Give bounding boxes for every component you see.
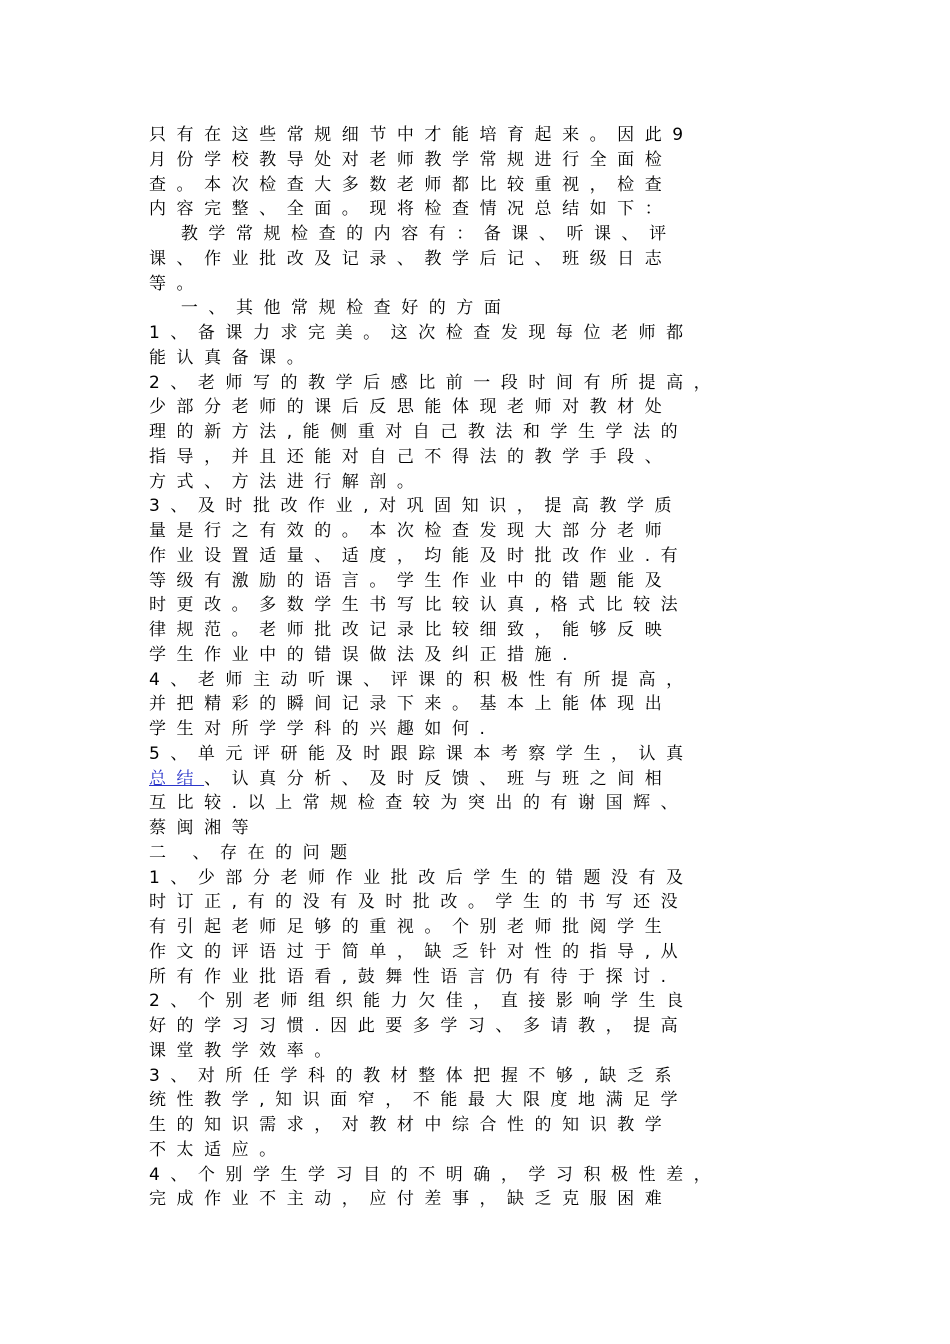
text-line	[149, 767, 819, 792]
text-line	[149, 420, 819, 445]
line-text: 作业设置适量、适度，均能及时批改作业.有	[149, 545, 689, 566]
line-text: 不太适应。	[149, 1139, 287, 1160]
text-line	[149, 668, 819, 693]
line-text: 并把精彩的瞬间记录下来。基本上能体现出	[149, 694, 673, 715]
text-line	[149, 692, 819, 717]
line-text: 互比较.以上常规检查较为突出的有谢国辉、	[149, 793, 689, 814]
text-line	[149, 742, 819, 767]
line-text: 4、老师主动听课、评课的积极性有所提高，	[149, 669, 694, 690]
line-text: 月份学校教导处对老师教学常规进行全面检	[149, 149, 673, 170]
summary-link[interactable]: 总结	[149, 768, 205, 789]
document-body	[149, 123, 819, 1212]
text-line	[149, 519, 819, 544]
text-line	[149, 1113, 819, 1138]
line-text: 完成作业不主动，应付差事，缺乏克服困难	[149, 1189, 673, 1210]
text-line	[149, 643, 819, 668]
text-line	[149, 395, 819, 420]
text-line	[149, 148, 819, 173]
line-text: 律规范。老师批改记录比较细致，能够反映	[149, 620, 673, 640]
text-line	[149, 618, 819, 643]
line-text: 课堂教学效率。	[149, 1040, 342, 1061]
line-text: 学生对所学学科的兴趣如何.	[149, 719, 496, 739]
line-text: 3、对所任学科的教材整体把握不够,缺乏系	[149, 1065, 683, 1086]
line-text: 、认真分析、及时反馈、班与班之间相	[204, 768, 673, 789]
line-text: 时更改。多数学生书写比较认真,格式比较法	[149, 595, 689, 616]
text-line	[149, 890, 819, 915]
line-text: 3、及时批改作业,对巩固知识，提高教学质	[149, 496, 683, 517]
text-line	[149, 371, 819, 396]
line-text: 时订正,有的没有及时批改。学生的书写还没	[149, 892, 689, 913]
line-text: 量是行之有效的。本次检查发现大部分老师	[149, 521, 673, 541]
text-line	[149, 272, 819, 297]
text-line	[149, 816, 819, 841]
line-text: 2、老师写的教学后感比前一段时间有所提高，	[149, 372, 722, 393]
line-text: 只有在这些常规细节中才能培育起来。因此9	[149, 125, 694, 145]
line-text: 有引起老师足够的重视。个别老师批阅学生	[149, 917, 673, 937]
text-line	[149, 841, 819, 866]
text-line	[149, 494, 819, 519]
line-text: 作文的评语过于简单，缺乏针对性的指导,从	[149, 941, 689, 962]
line-text: 统性教学,知识面窄，不能最大限度地满足学	[149, 1090, 689, 1111]
text-line	[149, 1064, 819, 1089]
line-text: 方式、方法进行解剖。	[149, 471, 425, 492]
text-line	[149, 1039, 819, 1064]
line-text: 二 、存在的问题	[149, 842, 358, 863]
text-line	[149, 593, 819, 618]
text-line	[149, 470, 819, 495]
line-text: 学生作业中的错误做法及纠正措施.	[149, 644, 579, 665]
text-line	[149, 296, 819, 321]
line-text: 4、个别学生学习目的不明确，学习积极性差，	[149, 1164, 722, 1185]
text-line	[149, 1163, 819, 1188]
text-line	[149, 544, 819, 569]
text-line	[149, 1138, 819, 1163]
line-text: 好的学习习惯.因此要多学习、多请教，提高	[149, 1016, 689, 1036]
line-text: 一、其他常规检查好的方面	[149, 298, 512, 319]
text-line	[149, 989, 819, 1014]
line-text: 指导，并且还能对自己不得法的教学手段、	[149, 446, 673, 467]
line-text: 理的新方法,能侧重对自己教法和学生学法的	[149, 422, 689, 442]
text-line	[149, 173, 819, 198]
text-line	[149, 321, 819, 346]
text-line	[149, 866, 819, 891]
line-text: 能认真备课。	[149, 347, 315, 368]
line-text: 内容完整、全面。现将检查情况总结如下：	[149, 199, 673, 220]
text-line	[149, 123, 819, 148]
line-text: 等。	[149, 273, 205, 294]
line-text: 课、作业批改及记录、教学后记、班级日志	[149, 248, 673, 269]
line-text: 查。本次检查大多数老师都比较重视，检查	[149, 174, 673, 195]
text-line	[149, 940, 819, 965]
text-line	[149, 791, 819, 816]
line-text: 1、少部分老师作业批改后学生的错题没有及	[149, 867, 694, 888]
text-line	[149, 569, 819, 594]
line-text: 等级有激励的语言。学生作业中的错题能及	[149, 570, 673, 591]
line-text: 生的知识需求，对教材中综合性的知识教学	[149, 1115, 673, 1135]
text-line	[149, 346, 819, 371]
text-line	[149, 1088, 819, 1113]
text-line	[149, 222, 819, 247]
text-line	[149, 1187, 819, 1212]
text-line	[149, 915, 819, 940]
text-line	[149, 717, 819, 742]
line-text: 5、单元评研能及时跟踪课本考察学生，认真	[149, 743, 694, 764]
text-line	[149, 247, 819, 272]
line-text: 少部分老师的课后反思能体现老师对教材处	[149, 397, 673, 418]
line-text: 2、个别老师组织能力欠佳，直接影响学生良	[149, 991, 694, 1012]
line-text: 教学常规检查的内容有：备课、听课、评	[149, 224, 677, 244]
text-line	[149, 445, 819, 470]
text-line	[149, 1014, 819, 1039]
line-text: 所有作业批语看,鼓舞性语言仍有待于探讨.	[149, 966, 677, 987]
line-text: 1、备课力求完美。这次检查发现每位老师都	[149, 323, 694, 343]
line-text: 蔡闽湘等	[149, 818, 260, 838]
text-line	[149, 965, 819, 990]
text-line	[149, 197, 819, 222]
